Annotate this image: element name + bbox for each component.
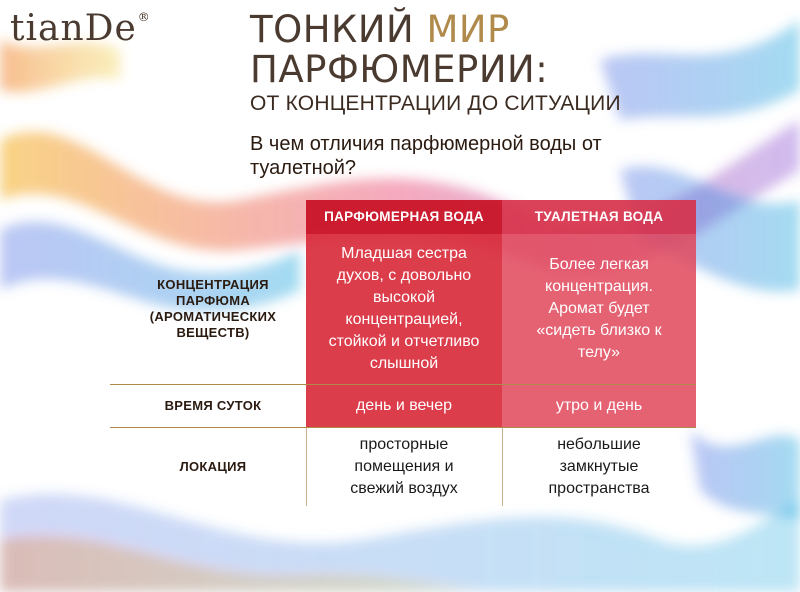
title-line-2: ПАРФЮМЕРИИ: [250, 48, 549, 91]
cell-time-perfume: день и вечер [306, 385, 502, 427]
title-word-1: ТОНКИЙ [250, 8, 427, 51]
column-divider [502, 428, 503, 506]
title-word-2: МИР [426, 8, 510, 51]
question-text: В чем отличия парфюмерной воды от туалетной? [250, 133, 602, 179]
brand-logo-text: tianDe [10, 8, 137, 49]
row-label-location: ЛОКАЦИЯ [179, 459, 247, 474]
row-label-time-of-day: ВРЕМЯ СУТОК [164, 398, 262, 413]
cell-time-toilet: утро и день [502, 385, 696, 427]
column-header-toilet-water: ТУАЛЕТНАЯ ВОДА [502, 200, 696, 234]
cell-location-toilet: небольшие замкнутые пространства [548, 436, 650, 497]
page-subtitle: ОТ КОНЦЕНТРАЦИИ ДО СИТУАЦИИ [250, 92, 621, 115]
registered-mark: ® [137, 10, 151, 24]
column-divider [306, 428, 307, 506]
brand-logo [10, 8, 151, 49]
page-title [250, 10, 790, 90]
column-header-perfume-water: ПАРФЮМЕРНАЯ ВОДА [306, 200, 502, 234]
row-label-concentration: КОНЦЕНТРАЦИЯ ПАРФЮМА (АРОМАТИЧЕСКИХ ВЕЩЕСТВ) [149, 277, 277, 340]
cell-concentration-perfume: Младшая сестра духов, с довольно высокой концентрацией, стойкой и отчетливо слышной [306, 234, 502, 384]
cell-concentration-toilet: Более легкая концентрация. Аромат будет «сидеть близко к телу» [502, 234, 696, 384]
cell-location-perfume: просторные помещения и свежий воздух [350, 436, 458, 497]
